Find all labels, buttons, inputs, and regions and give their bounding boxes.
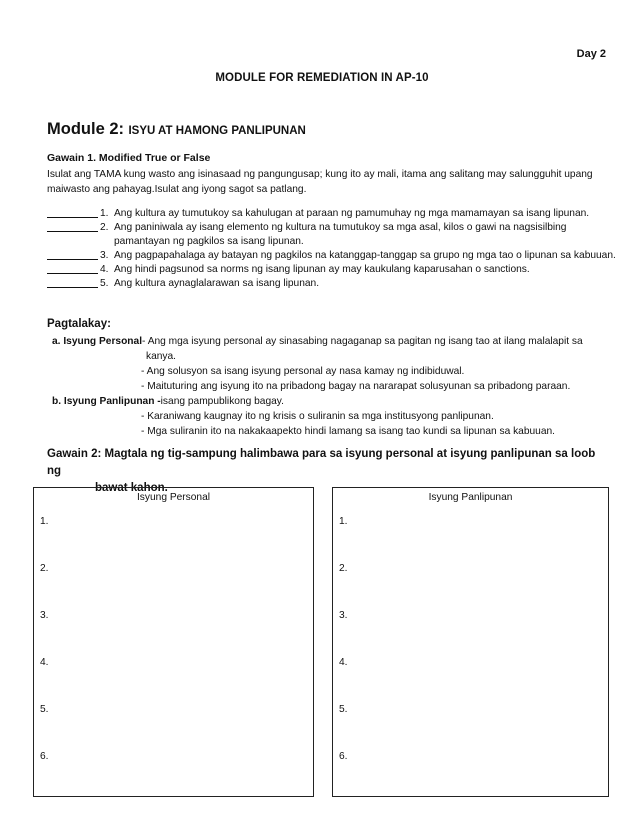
list-item: 1. (339, 516, 348, 527)
list-item: 4. (339, 657, 348, 668)
list-item: 2. (339, 563, 348, 574)
module-topic: ISYU AT HAMONG PANLIPUNAN (128, 125, 306, 137)
list-item: 2. (40, 563, 49, 574)
definition-continuation: kanya. (146, 351, 177, 362)
list-item: 3. (40, 610, 49, 621)
list-item: 4. (40, 657, 49, 668)
item-text: Ang pagpapahalaga ay batayan ng pagkilos na katanggap-tanggap sa grupo ng mga tao o lipunan sa kabuuan. (114, 250, 616, 261)
list-item (47, 249, 617, 263)
gawain2-title-line: Gawain 2: Magtala ng tig-sampung halimbawa para sa isyung personal at isyung panlipunan sa loob ng (47, 448, 596, 477)
item-number: 3. (100, 250, 109, 261)
term-definition: - Ang mga isyung personal ay sinasabing nagaganap sa pagitan ng isang tao at ilang malalapit sa (142, 336, 583, 347)
answer-blank[interactable] (47, 207, 98, 218)
definition-a (52, 334, 612, 349)
term-definition: isang pampublikong bagay. (160, 396, 284, 407)
pagtalakay-title: Pagtalakay: (47, 318, 111, 330)
list-item: 3. (339, 610, 348, 621)
answer-blank[interactable] (47, 249, 98, 260)
module-heading (47, 120, 306, 139)
gawain1-title: Gawain 1. Modified True or False (47, 152, 211, 164)
bullet-text: - Ang solusyon sa isang isyung personal ay nasa kamay ng indibiduwal. (141, 366, 465, 377)
answer-blank[interactable] (47, 263, 98, 274)
answer-blank[interactable] (47, 221, 98, 232)
gawain2-title-line: bawat kahon. (95, 482, 168, 494)
definition-b (52, 394, 612, 409)
item-text: Ang kultura aynaglalarawan sa isang lipunan. (114, 278, 320, 289)
list-item (47, 221, 617, 249)
item-text: Ang kultura ay tumutukoy sa kahulugan at paraan ng pamumuhay ng mga mamamayan sa isang lipunan. (114, 208, 590, 219)
answer-blank[interactable] (47, 277, 98, 288)
item-number: 4. (100, 264, 109, 275)
item-number: 5. (100, 278, 109, 289)
isyung-panlipunan-box[interactable] (332, 487, 609, 797)
bullet-text: - Maituturing ang isyung ito na pribadong bagay na nararapat solusyunan sa pribadong paraan. (141, 381, 571, 392)
box-list (339, 516, 348, 798)
bullet-text: - Karaniwang kaugnay ito ng krisis o suliranin sa mga institusyong panlipunan. (141, 411, 494, 422)
list-item: 5. (339, 704, 348, 715)
item-text: Ang paniniwala ay isang elemento ng kultura na tumutukoy sa mga asal, kilos o gawi na nagsisilbing pamantayan ng pagkilos sa isang lipunan. (114, 222, 567, 247)
item-text: Ang hindi pagsunod sa norms ng isang lipunan ay may kaukulang kaparusahan o sanctions. (114, 264, 530, 275)
item-number: 1. (100, 208, 109, 219)
list-item (47, 277, 617, 291)
box-heading: Isyung Personal (136, 492, 211, 503)
term-label: b. Isyung Panlipunan - (52, 396, 161, 407)
list-item: 1. (40, 516, 49, 527)
true-false-list (47, 207, 617, 291)
item-number: 2. (100, 222, 109, 233)
box-heading: Isyung Panlipunan (428, 492, 513, 503)
list-item (47, 207, 617, 221)
day-label: Day 2 (576, 48, 606, 60)
pagtalakay-section (52, 334, 612, 439)
list-item: 6. (40, 751, 49, 762)
term-label: a. Isyung Personal (52, 336, 143, 347)
document-title: MODULE FOR REMEDIATION IN AP-10 (215, 72, 429, 84)
list-item: 6. (339, 751, 348, 762)
list-item (47, 263, 617, 277)
gawain1-instructions: Isulat ang TAMA kung wasto ang isinasaad ng pangungusap; kung ito ay mali, itama ang salitang may salungguhit upang maiwasto ang pahayag.Isulat ang iyong sagot sa patlang. (47, 169, 593, 195)
bullet-text: - Mga suliranin ito na nakakaapekto hindi lamang sa isang tao kundi sa lipunan sa kabuuan. (141, 426, 555, 437)
box-list (40, 516, 49, 798)
isyung-personal-box[interactable] (33, 487, 314, 797)
module-number: Module 2: (47, 120, 124, 138)
list-item: 5. (40, 704, 49, 715)
